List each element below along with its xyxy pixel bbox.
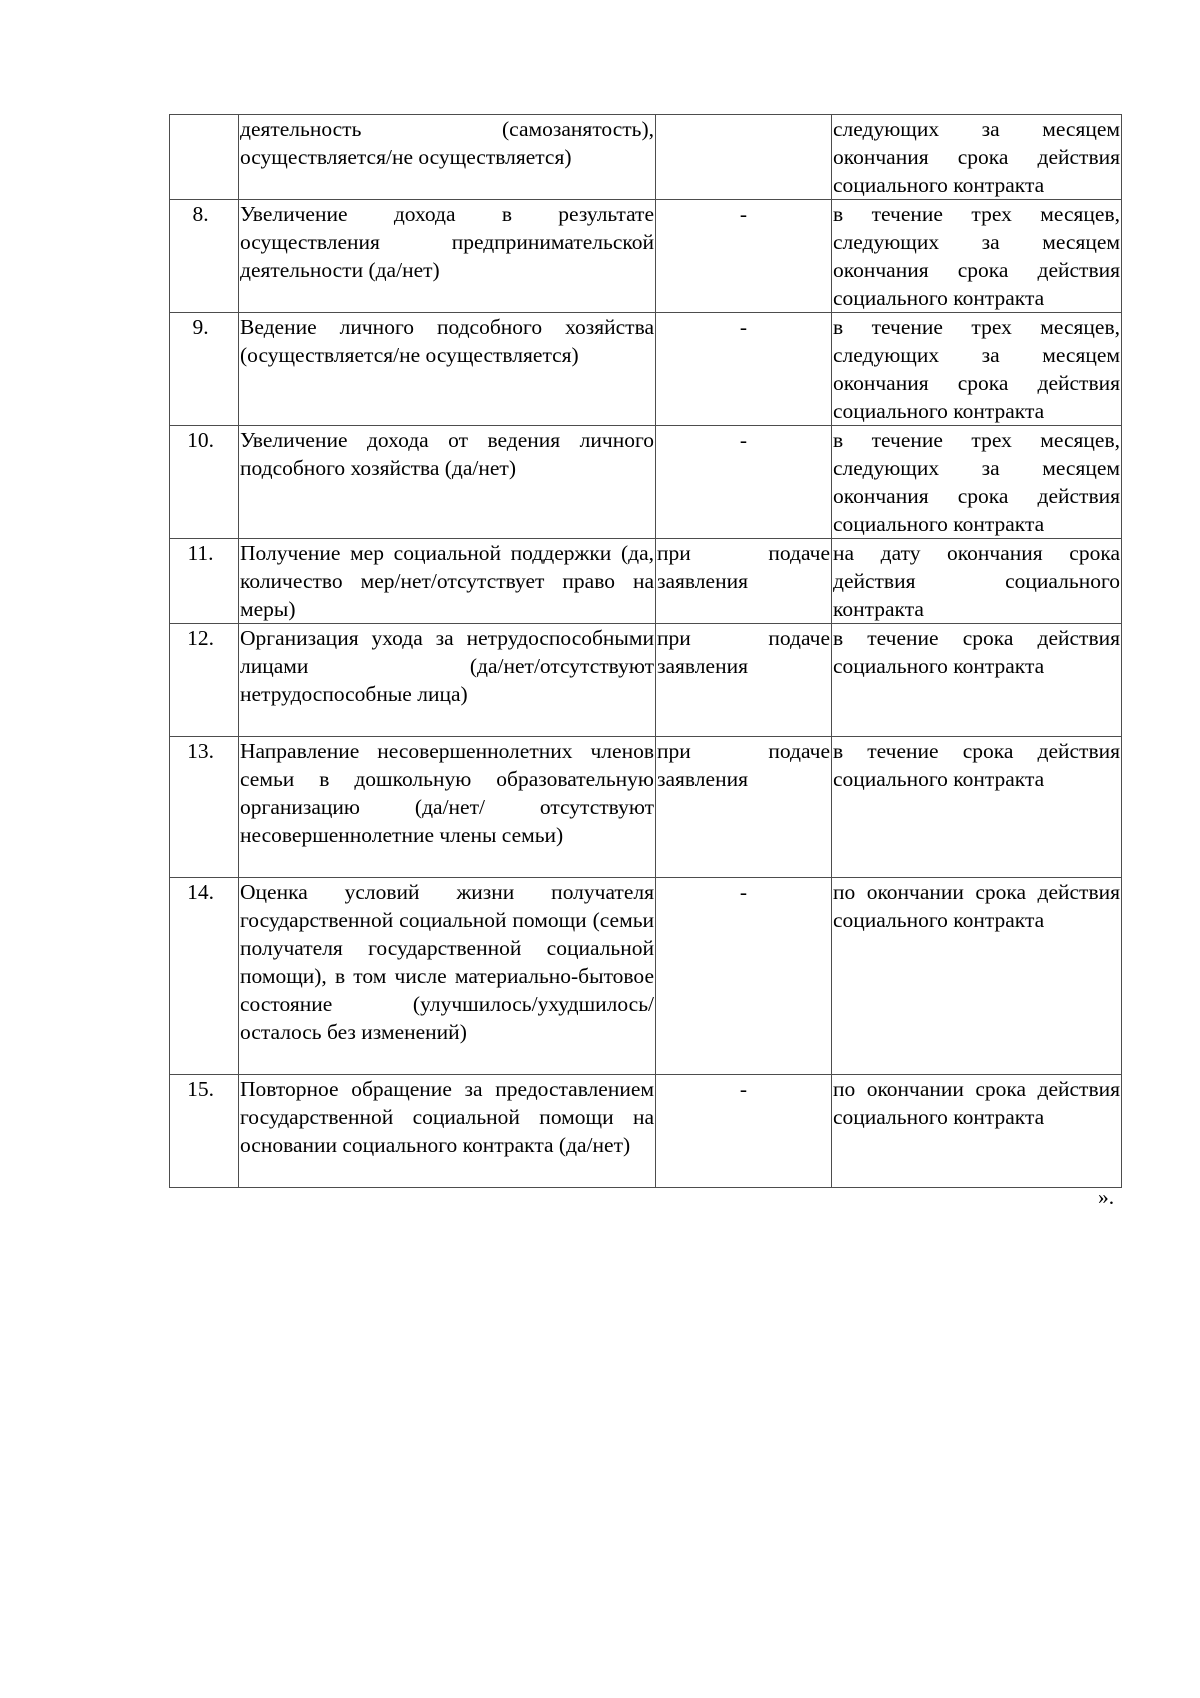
method-cell: при подаче заявления [656, 737, 832, 878]
table-row [170, 624, 1122, 737]
indicator-cell: Оценка условий жизни получателя государственной социальной помощи (семьи получателя государственной социальной помощи), в том числе материально-бытовое состояние (улучшилось/ухудшилось/осталось без изменений) [239, 878, 656, 1075]
table-row [170, 1075, 1122, 1188]
indicator-cell: деятельность (самозанятость), осуществляется/не осуществляется) [239, 115, 656, 200]
table-row [170, 313, 1122, 426]
indicator-cell: Направление несовершеннолетних членов семьи в дошкольную образовательную организацию (да/нет/ отсутствуют несовершеннолетние члены семьи) [239, 737, 656, 878]
method-cell: - [656, 878, 832, 1075]
row-number: 8. [170, 200, 239, 313]
row-number: 9. [170, 313, 239, 426]
indicator-cell: Повторное обращение за предоставлением государственной социальной помощи на основании социального контракта (да/нет) [239, 1075, 656, 1188]
indicator-cell: Ведение личного подсобного хозяйства (осуществляется/не осуществляется) [239, 313, 656, 426]
method-cell: - [656, 1075, 832, 1188]
table-row [170, 878, 1122, 1075]
method-cell: - [656, 426, 832, 539]
period-cell: в течение трех месяцев, следующих за месяцем окончания срока действия социального контракта [832, 200, 1122, 313]
table-row [170, 737, 1122, 878]
period-cell: по окончании срока действия социального контракта [832, 1075, 1122, 1188]
table-row [170, 426, 1122, 539]
row-number: 14. [170, 878, 239, 1075]
method-cell: - [656, 200, 832, 313]
row-number: 13. [170, 737, 239, 878]
row-number [170, 115, 239, 200]
method-cell: - [656, 313, 832, 426]
period-cell: по окончании срока действия социального контракта [832, 878, 1122, 1075]
indicator-cell: Увеличение дохода от ведения личного подсобного хозяйства (да/нет) [239, 426, 656, 539]
row-number: 11. [170, 539, 239, 624]
indicator-cell: Увеличение дохода в результате осуществления предпринимательской деятельности (да/нет) [239, 200, 656, 313]
indicator-cell: Организация ухода за нетрудоспособными лицами (да/нет/отсутствуют нетрудоспособные лица) [239, 624, 656, 737]
table-row [170, 200, 1122, 313]
closing-quote-mark: ». [1098, 1185, 1115, 1209]
row-number: 15. [170, 1075, 239, 1188]
method-cell: при подаче заявления [656, 539, 832, 624]
method-cell [656, 115, 832, 200]
method-cell: при подаче заявления [656, 624, 832, 737]
table-row [170, 115, 1122, 200]
period-cell: в течение трех месяцев, следующих за месяцем окончания срока действия социального контракта [832, 426, 1122, 539]
period-cell: на дату окончания срока действия социального контракта [832, 539, 1122, 624]
indicator-cell: Получение мер социальной поддержки (да, количество мер/нет/отсутствует право на меры) [239, 539, 656, 624]
period-cell: в течение срока действия социального контракта [832, 737, 1122, 878]
indicators-table [169, 114, 1122, 1188]
period-cell: следующих за месяцем окончания срока действия социального контракта [832, 115, 1122, 200]
row-number: 12. [170, 624, 239, 737]
period-cell: в течение трех месяцев, следующих за месяцем окончания срока действия социального контракта [832, 313, 1122, 426]
row-number: 10. [170, 426, 239, 539]
period-cell: в течение срока действия социального контракта [832, 624, 1122, 737]
table-row [170, 539, 1122, 624]
